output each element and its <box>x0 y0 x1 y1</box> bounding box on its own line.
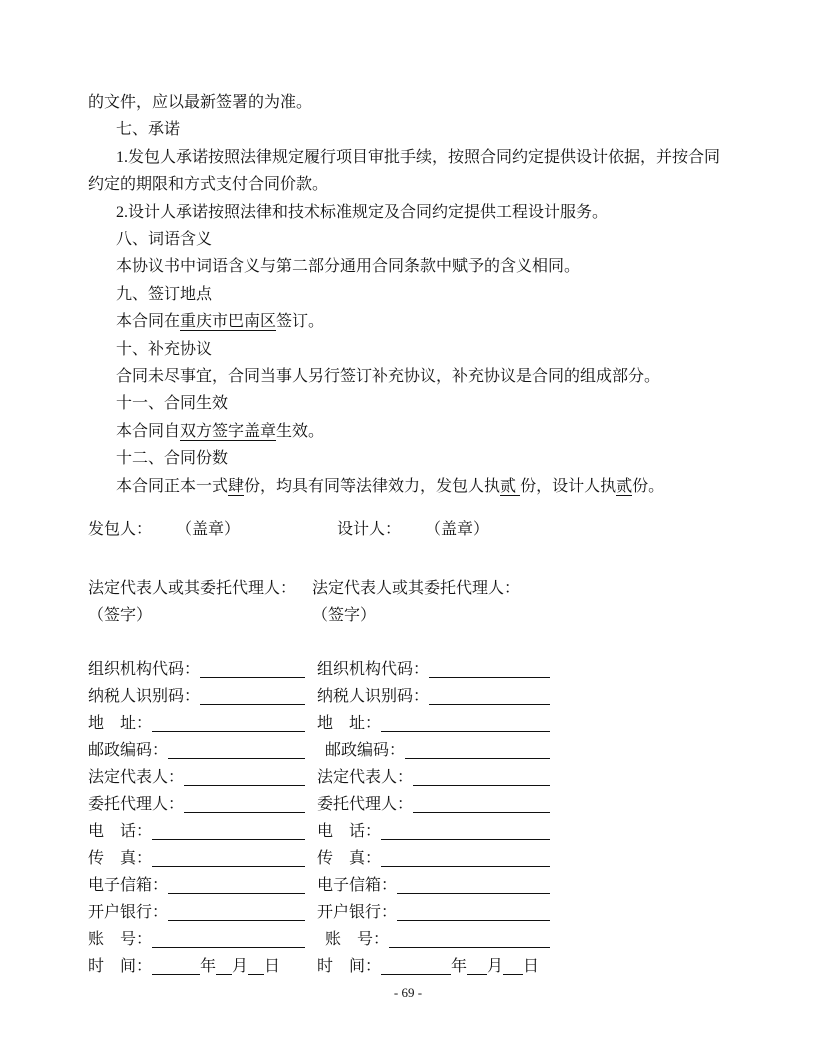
designer-seal-cell <box>337 516 489 543</box>
seal-row <box>88 516 730 543</box>
postal-code-employer-field <box>88 737 305 764</box>
underlined-value: 双方签字盖章 <box>180 422 277 440</box>
fax-designer-field <box>317 845 550 872</box>
fill-in-blank <box>152 866 305 867</box>
bank-designer-field <box>317 899 550 926</box>
fill-in-blank <box>381 839 550 840</box>
date-blank <box>152 974 200 975</box>
date-blank <box>467 974 487 975</box>
fill-in-blank <box>413 785 550 786</box>
fill-in-blank <box>397 893 550 894</box>
party-info-form <box>88 656 730 980</box>
fill-in-blank <box>200 704 305 705</box>
email-employer-field <box>88 872 305 899</box>
text-run: 十一、合同生效 <box>116 395 229 413</box>
clause-heading <box>88 281 730 308</box>
address-employer-field <box>88 710 305 737</box>
text-run: 本协议书中词语含义与第二部分通用合同条款中赋予的含义相同。 <box>116 258 581 276</box>
fill-in-blank <box>429 677 550 678</box>
fill-in-blank <box>397 920 550 921</box>
date-unit-label: 日 <box>264 958 281 976</box>
fax-employer-field <box>88 845 305 872</box>
field-label: 电子信箱： <box>88 877 169 895</box>
designer-label: 设计人： <box>337 521 402 539</box>
clause-heading <box>88 390 730 417</box>
text-run: 份，均具有同等法律效力，发包人执 <box>244 477 501 495</box>
field-label: 地 址： <box>317 715 382 733</box>
fill-in-blank <box>429 704 550 705</box>
postal-code-designer-field <box>317 737 550 764</box>
fill-in-blank <box>413 812 550 813</box>
form-row-date <box>88 953 730 980</box>
text-run: 九、签订地点 <box>116 285 213 303</box>
field-label: 账 号： <box>325 931 390 949</box>
field-label: 传 真： <box>317 850 382 868</box>
field-label: 组织机构代码： <box>317 661 430 679</box>
fill-in-blank <box>184 812 305 813</box>
field-label: 账 号： <box>88 931 153 949</box>
address-designer-field <box>317 710 550 737</box>
text-run: 份，设计人执 <box>520 477 617 495</box>
field-label: 委托代理人： <box>317 796 414 814</box>
date-blank <box>248 974 264 975</box>
employer-seal-cell <box>88 516 337 543</box>
underlined-value: 重庆市巴南区 <box>180 313 277 331</box>
clause-heading <box>88 116 730 143</box>
text-run: 1.发包人承诺按照法律规定履行项目审批手续，按照合同约定提供设计依据，并按合同约定的期限和方式支付合同价款。 <box>88 148 721 194</box>
org-code-designer-field <box>317 656 550 683</box>
field-label: 时 间： <box>88 958 153 976</box>
fill-in-blank <box>152 731 305 732</box>
field-label: 开户银行： <box>88 904 169 922</box>
legal-representative-employer-field <box>88 764 305 791</box>
field-label: 地 址： <box>88 715 153 733</box>
field-label: 时 间： <box>317 958 382 976</box>
clause-heading <box>88 336 730 363</box>
date-unit-label: 年 <box>451 958 468 976</box>
date-unit-label: 月 <box>232 958 249 976</box>
text-run: 生效。 <box>276 422 325 440</box>
text-run: 十二、合同份数 <box>116 450 229 468</box>
signature-note-row <box>88 602 730 629</box>
date-blank <box>381 974 451 975</box>
text-run: 的文件，应以最新签署的为准。 <box>88 94 313 111</box>
spacer <box>401 516 425 543</box>
date-unit-label: 日 <box>523 958 540 976</box>
clause-heading <box>88 445 730 472</box>
employer-label: 发包人： <box>88 521 153 539</box>
date-designer-field <box>317 953 550 980</box>
page-number: - 69 - <box>393 985 423 1000</box>
fill-in-blank <box>168 920 305 921</box>
email-designer-field <box>317 872 550 899</box>
fill-in-blank <box>168 893 305 894</box>
fill-in-blank <box>168 758 305 759</box>
field-label: 邮政编码： <box>325 742 406 760</box>
clause-paragraph <box>88 363 730 390</box>
phone-designer-field <box>317 818 550 845</box>
account-number-designer-field <box>317 926 550 953</box>
field-label: 纳税人识别码： <box>88 688 201 706</box>
form-row-taxpayer-id <box>88 683 730 710</box>
text-run: 本合同在 <box>116 313 181 331</box>
account-number-employer-field <box>88 926 305 953</box>
clause-paragraph <box>88 199 730 226</box>
contract-page-content <box>88 89 730 980</box>
clause-paragraph <box>88 253 730 280</box>
text-run: 十、补充协议 <box>116 340 213 358</box>
form-row-authorized-agent <box>88 791 730 818</box>
field-label: 电子信箱： <box>317 877 398 895</box>
fill-in-blank <box>184 785 305 786</box>
taxpayer-id-employer-field <box>88 683 305 710</box>
bank-employer-field <box>88 899 305 926</box>
clause-paragraph <box>88 473 730 500</box>
clause-heading <box>88 226 730 253</box>
text-run: 本合同正本一式 <box>116 477 229 495</box>
field-label: 开户银行： <box>317 904 398 922</box>
fill-in-blank <box>381 731 550 732</box>
text-run: 七、承诺 <box>116 121 181 139</box>
underlined-value: 贰 <box>500 477 521 495</box>
form-row-fax <box>88 845 730 872</box>
clause-paragraph <box>88 418 730 445</box>
designer-seal-note: （盖章） <box>425 521 490 539</box>
employer-seal-note: （盖章） <box>176 521 241 539</box>
phone-employer-field <box>88 818 305 845</box>
date-employer-field <box>88 953 305 980</box>
field-label: 电 话： <box>88 823 153 841</box>
taxpayer-id-designer-field <box>317 683 550 710</box>
field-label: 法定代表人： <box>88 769 185 787</box>
text-run: 合同未尽事宜，合同当事人另行签订补充协议，补充协议是合同的组成部分。 <box>116 368 661 386</box>
spacer <box>152 516 176 543</box>
form-row-org-code <box>88 656 730 683</box>
contract-clauses <box>88 89 730 500</box>
field-label: 电 话： <box>317 823 382 841</box>
field-label: 纳税人识别码： <box>317 688 430 706</box>
form-row-legal-representative <box>88 764 730 791</box>
underlined-value: 肆 <box>228 477 245 495</box>
legal-representative-designer-field <box>317 764 550 791</box>
clause-paragraph <box>88 144 730 199</box>
form-row-phone <box>88 818 730 845</box>
date-unit-label: 年 <box>200 958 217 976</box>
date-blank <box>503 974 523 975</box>
designer-rep-label: 法定代表人或其委托代理人： <box>312 580 521 598</box>
form-row-postal-code <box>88 737 730 764</box>
date-blank <box>216 974 232 975</box>
text-run: 八、词语含义 <box>116 231 213 249</box>
field-label: 委托代理人： <box>88 796 185 814</box>
form-row-bank <box>88 899 730 926</box>
text-run: 本合同自 <box>116 422 181 440</box>
org-code-employer-field <box>88 656 305 683</box>
underlined-value: 贰 <box>616 477 633 495</box>
text-run: 签订。 <box>276 313 325 331</box>
fill-in-blank <box>152 947 305 948</box>
authorized-agent-designer-field <box>317 791 550 818</box>
fill-in-blank <box>381 866 550 867</box>
clause-paragraph <box>88 89 730 116</box>
field-label: 组织机构代码： <box>88 661 201 679</box>
text-run: 2.设计人承诺按照法律和技术标准规定及合同约定提供工程设计服务。 <box>116 203 609 221</box>
representative-row <box>88 575 730 602</box>
authorized-agent-employer-field <box>88 791 305 818</box>
field-label: 邮政编码： <box>88 742 169 760</box>
form-row-account-number <box>88 926 730 953</box>
form-row-email <box>88 872 730 899</box>
field-label: 法定代表人： <box>317 769 414 787</box>
fill-in-blank <box>152 839 305 840</box>
text-run: 份。 <box>632 477 665 495</box>
employer-sign-note: （签字） <box>88 607 153 625</box>
fill-in-blank <box>389 947 550 948</box>
fill-in-blank <box>405 758 550 759</box>
employer-rep-label: 法定代表人或其委托代理人： <box>88 580 297 598</box>
fill-in-blank <box>200 677 305 678</box>
field-label: 传 真： <box>88 850 153 868</box>
clause-paragraph <box>88 308 730 335</box>
date-unit-label: 月 <box>487 958 504 976</box>
designer-sign-note: （签字） <box>312 607 377 625</box>
form-row-address <box>88 710 730 737</box>
